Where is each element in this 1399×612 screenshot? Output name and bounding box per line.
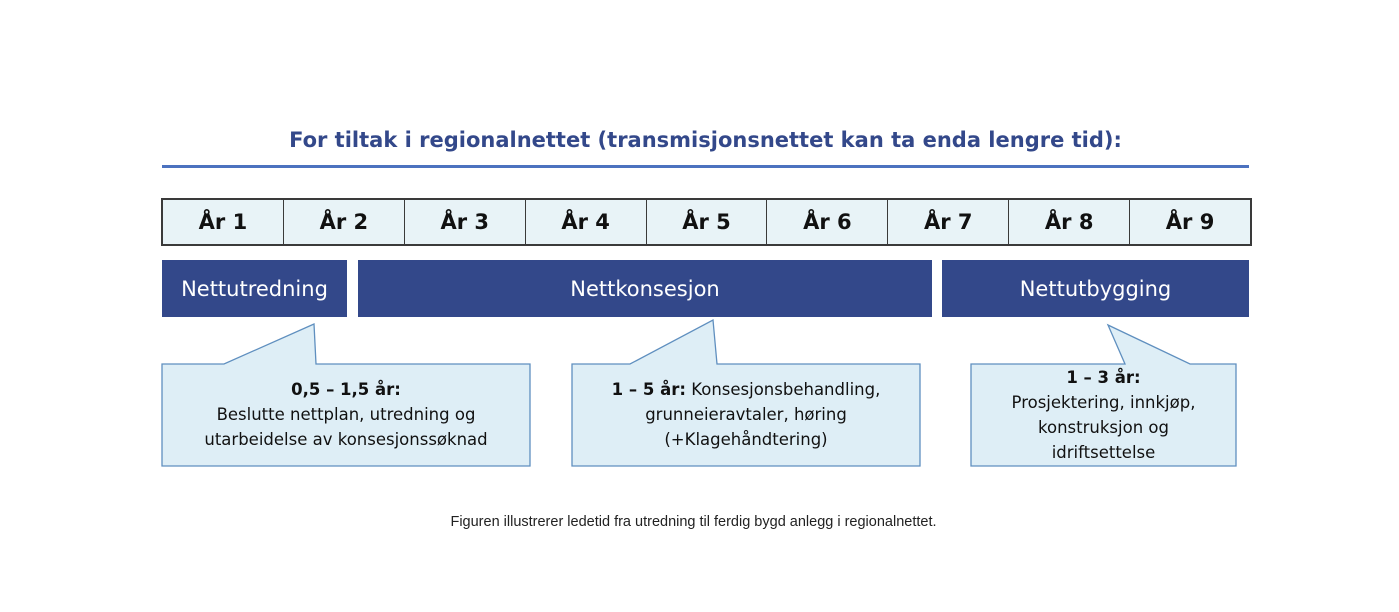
figure-caption: Figuren illustrerer ledetid fra utredning til ferdig bygd anlegg i regionalnettet. (450, 514, 937, 530)
callout-text-utredning (162, 377, 530, 452)
callout-line: Beslutte nettplan, utredning og (216, 405, 476, 424)
callout-duration-utbygging: 1 – 3 år: (1066, 368, 1141, 387)
year-cell-9: År 9 (1129, 200, 1250, 244)
phase-nettutbygging: Nettutbygging (942, 260, 1249, 317)
phase-nettutredning: Nettutredning (162, 260, 347, 317)
year-cell-1: År 1 (198, 210, 248, 234)
callout-line: Konsesjonsbehandling, (691, 380, 881, 399)
callout-line: idriftsettelse (1051, 443, 1156, 462)
callout-line: Prosjektering, innkjøp, (1011, 393, 1196, 412)
year-cell-4: År 4 (525, 200, 646, 244)
callout-line: (+Klagehåndtering) (664, 430, 828, 449)
year-cell-6: År 6 (766, 200, 887, 244)
year-cell-2: År 2 (283, 200, 404, 244)
callout-line: grunneieravtaler, høring (645, 405, 847, 424)
callout-line: konstruksjon og (1038, 418, 1169, 437)
callout-duration-utredning: 0,5 – 1,5 år: (291, 380, 401, 399)
year-cell-7: År 7 (887, 200, 1008, 244)
callout-line: utarbeidelse av konsesjonssøknad (204, 430, 488, 449)
year-cell-8: År 8 (1008, 200, 1129, 244)
diagram-title: For tiltak i regionalnettet (transmisjonsnettet kan ta enda lengre tid): (289, 128, 1122, 152)
year-cell-5: År 5 (646, 200, 767, 244)
phase-nettkonsesjon: Nettkonsesjon (358, 260, 932, 317)
callout-text-utbygging (971, 365, 1236, 465)
year-cell-3: År 3 (404, 200, 525, 244)
callout-duration-konsesjon: 1 – 5 år: (611, 380, 686, 399)
callout-text-konsesjon (572, 377, 920, 452)
